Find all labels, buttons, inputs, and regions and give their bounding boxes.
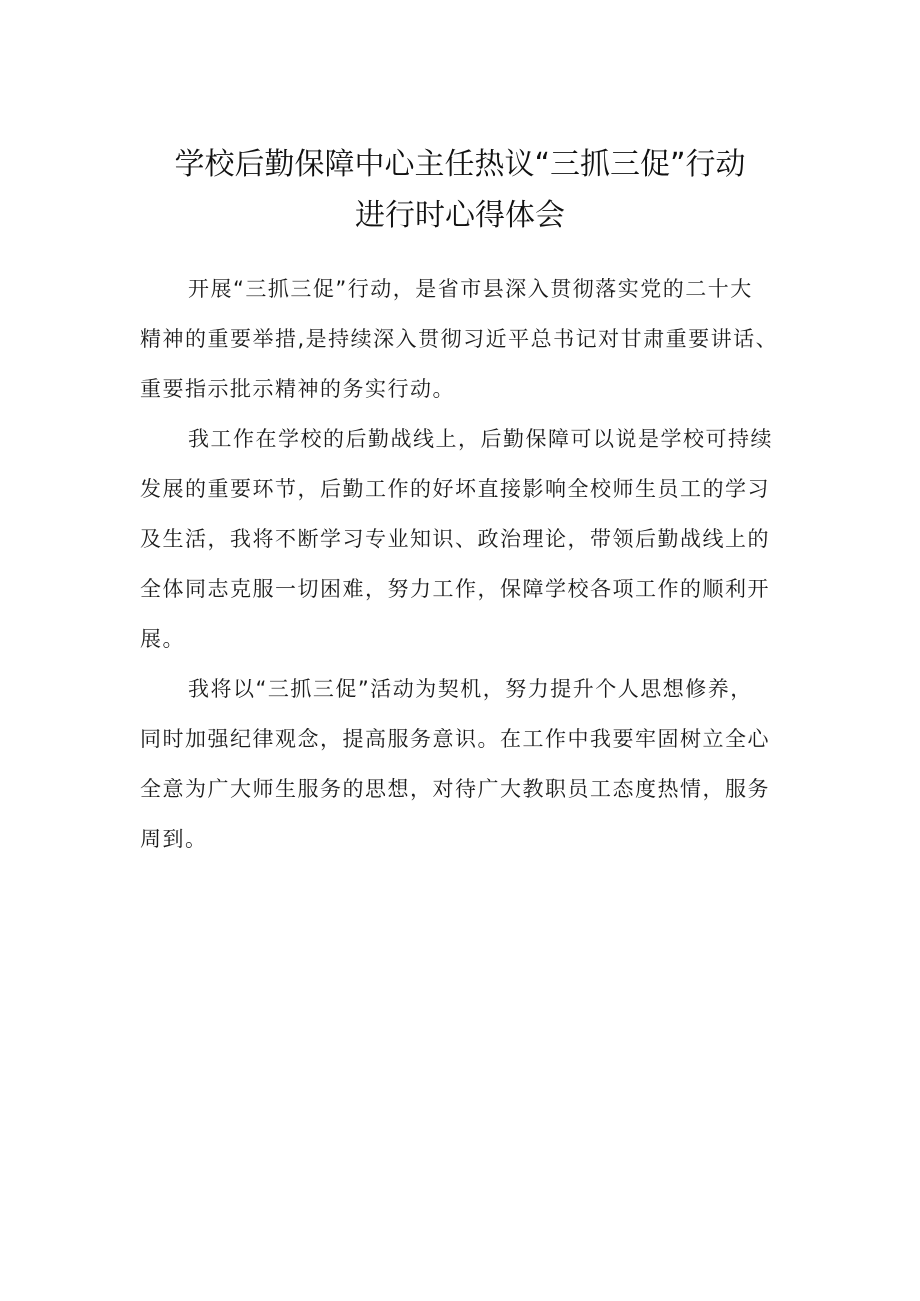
paragraph-line: 周到。 [140, 827, 208, 851]
paragraph-line: 我工作在学校的后勤战线上，后勤保障可以说是学校可持续 [188, 427, 773, 451]
paragraph-1 [140, 264, 785, 414]
paragraph-line: 全意为广大师生服务的思想，对待广大教职员工态度热情，服务 [140, 777, 770, 801]
paragraph-line: 开展“三抓三促”行动，是省市县深入贯彻落实党的二十大 [188, 277, 753, 301]
paragraph-line: 我将以“三抓三促”活动为契机，努力提升个人思想修养， [188, 677, 753, 701]
paragraph-line: 及生活，我将不断学习专业知识、政治理论，带领后勤战线上的 [140, 527, 770, 551]
document-title-line-2: 进行时心得体会 [355, 198, 565, 233]
paragraph-3 [140, 664, 785, 864]
document-body [140, 264, 785, 864]
paragraph-line: 同时加强纪律观念，提高服务意识。在工作中我要牢固树立全心 [140, 727, 770, 751]
paragraph-line: 重要指示批示精神的务实行动。 [140, 377, 455, 401]
paragraph-line: 全体同志克服一切困难，努力工作，保障学校各项工作的顺利开 [140, 577, 770, 601]
document-title-line-1: 学校后勤保障中心主任热议“三抓三促”行动 [174, 147, 746, 182]
paragraph-line: 发展的重要环节，后勤工作的好坏直接影响全校师生员工的学习 [140, 477, 770, 501]
paragraph-line: 精神的重要举措,是持续深入贯彻习近平总书记对甘肃重要讲话、 [140, 327, 779, 351]
paragraph-2 [140, 414, 785, 664]
paragraph-line: 展。 [140, 627, 185, 651]
